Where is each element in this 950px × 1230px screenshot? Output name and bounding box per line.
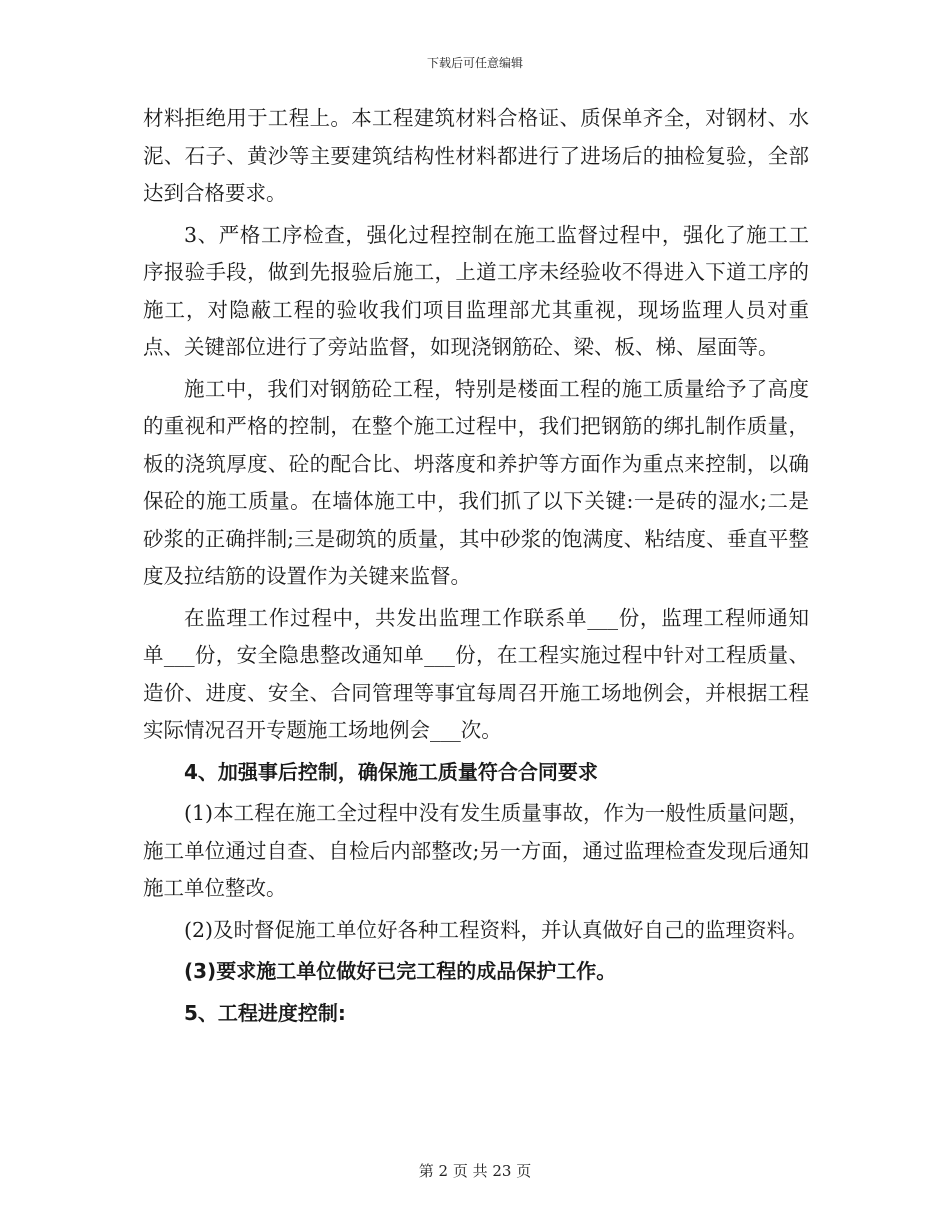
page-footer: 第 2 页 共 23 页 [418,1162,532,1180]
paragraph-supervision-notices: 在监理工作过程中，共发出监理工作联系单___份，监理工程师通知单___份，安全隐患整改通知单___份，在工程实施过程中针对工程质量、造价、进度、安全、合同管理等事宜每周召开施工场地例会，并根据工程实际情况召开专题施工场地例会___次。 [143,605,809,742]
paragraph-item-1: (1)本工程在施工全过程中没有发生质量事故，作为一般性质量问题，施工单位通过自查、自检后内部整改;另一方面，通过监理检查发现后通知施工单位整改。 [143,801,809,900]
paragraph-item-2: (2)及时督促施工单位好各种工程资料，并认真做好自己的监理资料。 [184,917,808,942]
document-body [143,100,809,1032]
section-heading-schedule-control: 5、工程进度控制: [184,1000,346,1025]
section-heading-post-control: 4、加强事后控制，确保施工质量符合合同要求 [184,759,598,784]
paragraph-item-3: (3)要求施工单位做好已完工程的成品保护工作。 [184,959,617,983]
page-header: 下载后可任意编辑 [426,56,523,70]
paragraph-process-inspection: 3、严格工序检查，强化过程控制在施工监督过程中，强化了施工工序报验手段，做到先报验后施工，上道工序未经验收不得进入下道工序的施工，对隐蔽工程的验收我们项目监理部尤其重视，现场监理人员对重点、关键部位进行了旁站监督，如现浇钢筋砼、梁、板、梯、屋面等。 [143,222,809,359]
paragraph-materials: 材料拒绝用于工程上。本工程建筑材料合格证、质保单齐全，对钢材、水泥、石子、黄沙等主要建筑结构性材料都进行了进场后的抽检复验，全部达到合格要求。 [143,106,809,205]
paragraph-construction-control: 施工中，我们对钢筋砼工程，特别是楼面工程的施工质量给予了高度的重视和严格的控制，在整个施工过程中，我们把钢筋的绑扎制作质量，板的浇筑厚度、砼的配合比、坍落度和养护等方面作为重点来控制，以确保砼的施工质量。在墙体施工中，我们抓了以下关键:一是砖的湿水;二是砂浆的正确拌制;三是砌筑的质量，其中砂浆的饱满度、粘结度、垂直平整度及拉结筋的设置作为关键来监督。 [143,376,809,588]
